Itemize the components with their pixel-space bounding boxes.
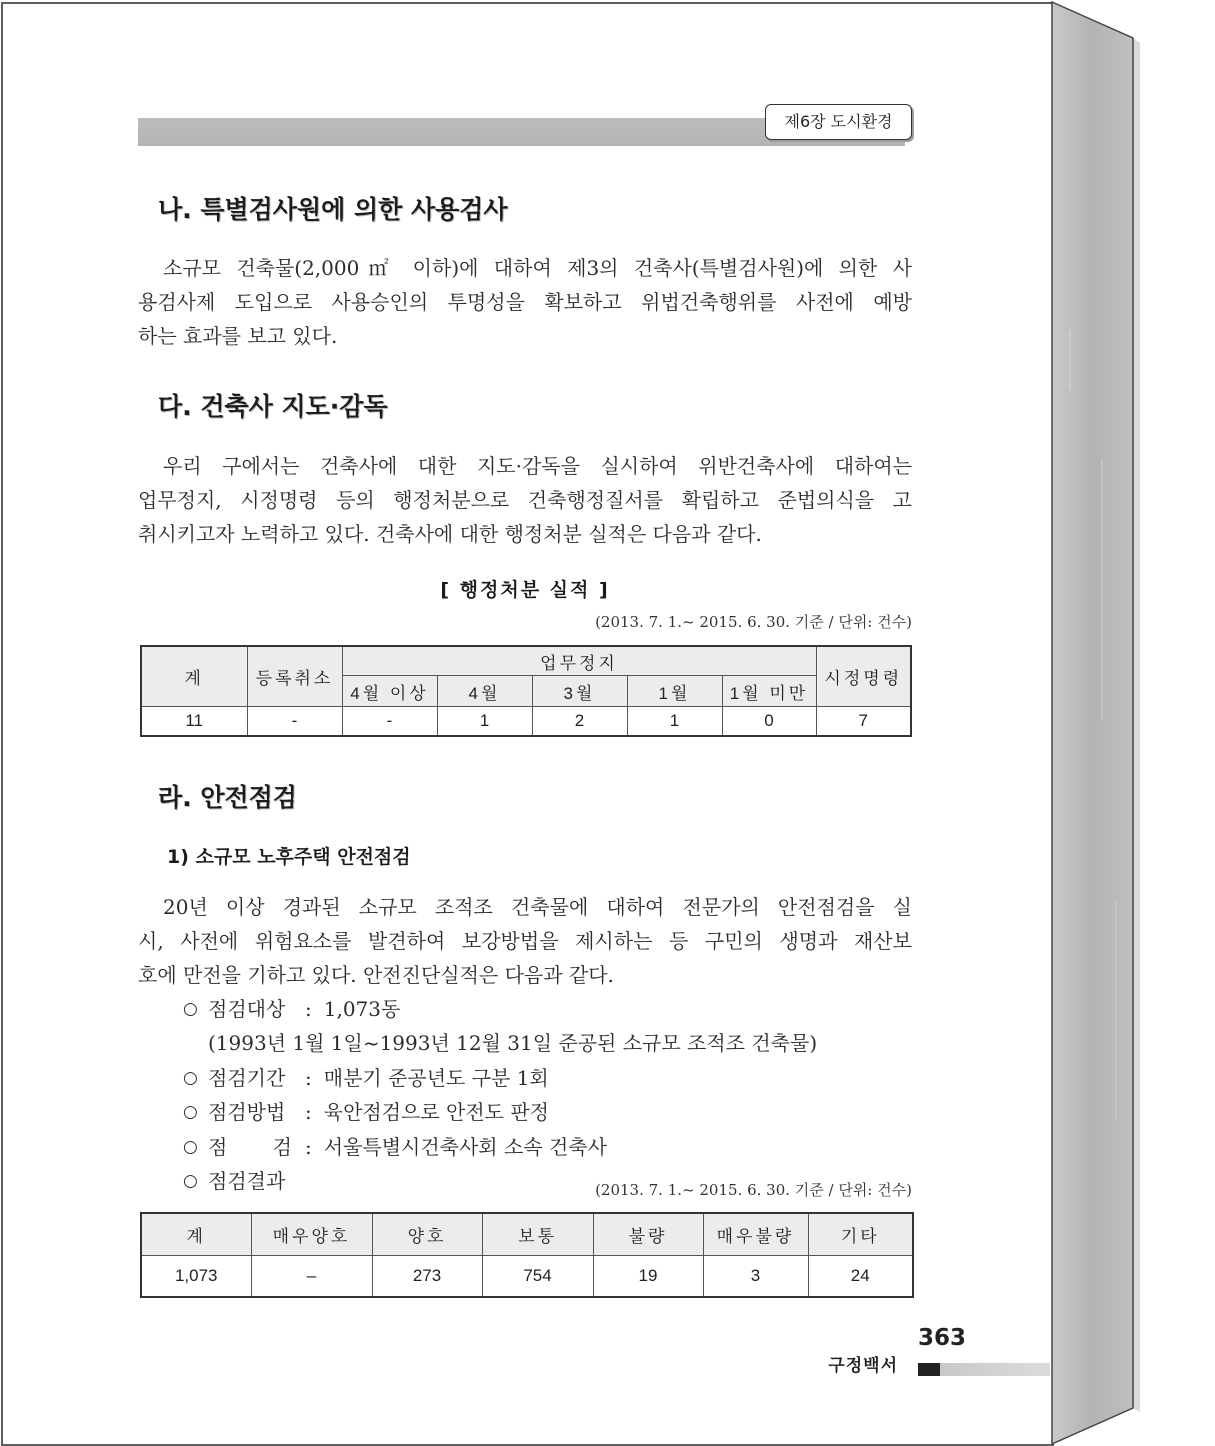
inspection-bullet-list [183,992,912,1198]
bullet-separator: : [305,1134,312,1159]
table-cell: 0 [722,707,816,737]
bullet-item [183,992,912,1026]
section-heading-da: 다. 건축사 지도·감독 [158,392,388,421]
col-header: 매우양호 [251,1213,372,1256]
bullet-value: 1,073동 [323,997,401,1021]
col-header-suspension-period: 3월 [532,676,627,707]
table-cell: 2 [532,707,627,737]
table-cell: – [251,1256,372,1298]
paragraph-line: 하는 효과를 보고 있다. [138,324,338,348]
paragraph-line: 시, 사전에 위험요소를 발견하여 보강방법을 제시하는 등 구민의 생명과 재산보 [138,929,912,953]
bullet-circle-icon: ○ [183,1170,198,1191]
table-title: [ 행정처분 실적 ] [440,579,610,601]
table-cell: - [247,707,342,737]
col-header: 보통 [482,1213,593,1256]
table-header-row [141,1213,913,1256]
table-cell: 3 [703,1256,808,1298]
chapter-tab: 제6장 도시환경 [765,104,912,140]
bullet-item [183,1095,912,1129]
section-na-paragraph [138,251,912,353]
section-heading-na: 나. 특별검사원에 의한 사용검사 [158,195,508,224]
paragraph-line: 소규모 건축물(2,000㎡ 이하)에 대하여 제3의 건축사(특별검사원)에 의한 사 [163,256,912,280]
bullet-separator: : [305,1065,312,1090]
col-header: 양호 [372,1213,482,1256]
col-header-suspension-period: 4월 [437,676,532,707]
administrative-action-table [140,645,912,737]
col-header: 매우불량 [703,1213,808,1256]
col-header-total: 계 [141,646,247,707]
table-cell: - [342,707,437,737]
table-cell: 11 [141,707,247,737]
bullet-separator: : [305,1100,312,1125]
book-title: 구정백서 [828,1356,898,1376]
inspection-result-table [140,1212,914,1298]
bullet-circle-icon: ○ [183,1102,198,1123]
section-ra-paragraph [138,890,912,992]
table-cell: 1 [437,707,532,737]
col-header-suspension-period: 4월 이상 [342,676,437,707]
paragraph-line: 용검사제 도입으로 사용승인의 투명성을 확보하고 위법건축행위를 사전에 예방 [138,290,912,314]
paragraph-line: 취시키고자 노력하고 있다. 건축사에 대한 행정처분 실적은 다음과 같다. [138,522,762,546]
bullet-value: 매분기 준공년도 구분 1회 [323,1065,549,1090]
bullet-label: 점 검 [208,1134,292,1159]
table-note: (2013. 7. 1.~ 2015. 6. 30. 기준 / 단위: 건수) [595,1181,912,1199]
footer-bar [940,1363,1050,1376]
bullet-separator: : [305,997,312,1021]
bullet-label: 점검기간 [208,1065,286,1090]
table-row [141,707,911,737]
col-header: 계 [141,1213,251,1256]
col-header-registration-cancel: 등록취소 [247,646,342,707]
col-header: 불량 [593,1213,703,1256]
bullet-circle-icon: ○ [183,1136,198,1157]
col-header-suspension-period: 1월 미만 [722,676,816,707]
paragraph-line: 20년 이상 경과된 소규모 조적조 건축물에 대하여 전문가의 안전점검을 실 [163,895,912,919]
bullet-label: 점검결과 [208,1168,286,1193]
bullet-circle-icon: ○ [183,999,198,1019]
subsection-heading: 1) 소규모 노후주택 안전점검 [167,846,411,868]
col-header: 기타 [808,1213,913,1256]
section-heading-ra: 라. 안전점검 [158,783,297,812]
paragraph-line: 호에 만전을 기하고 있다. 안전진단실적은 다음과 같다. [138,963,614,987]
bullet-label: 점검대상 [208,997,286,1021]
bullet-value: 서울특별시건축사회 소속 건축사 [323,1134,607,1159]
bullet-circle-icon: ○ [183,1067,198,1088]
table-cell: 1 [627,707,722,737]
col-header-correction-order: 시정명령 [816,646,911,707]
bullet-item [183,1130,912,1164]
book-page-edge [1040,0,1215,1446]
paragraph-line: 우리 구에서는 건축사에 대한 지도·감독을 실시하여 위반건축사에 대하여는 [163,454,912,478]
bullet-detail [183,1026,912,1060]
footer-marker [918,1363,940,1376]
table-cell: 7 [816,707,911,737]
page-number: 363 [918,1325,967,1351]
bullet-label: 점검방법 [208,1100,286,1125]
bullet-value: 육안점검으로 안전도 판정 [323,1100,549,1125]
table-cell: 273 [372,1256,482,1298]
bullet-detail-text: (1993년 1월 1일~1993년 12월 31일 준공된 소규모 조적조 건축물) [208,1031,818,1056]
table-note: (2013. 7. 1.~ 2015. 6. 30. 기준 / 단위: 건수) [595,613,912,631]
paragraph-line: 업무정지, 시정명령 등의 행정처분으로 건축행정질서를 확립하고 준법의식을 고 [138,488,912,512]
section-da-paragraph [138,449,912,551]
table-cell: 24 [808,1256,913,1298]
table-row [141,1256,913,1298]
table-cell: 1,073 [141,1256,251,1298]
bullet-item [183,1061,912,1095]
table-header-row [141,646,911,676]
table-cell: 19 [593,1256,703,1298]
col-header-business-suspension: 업무정지 [342,646,816,676]
col-header-suspension-period: 1월 [627,676,722,707]
table-cell: 754 [482,1256,593,1298]
